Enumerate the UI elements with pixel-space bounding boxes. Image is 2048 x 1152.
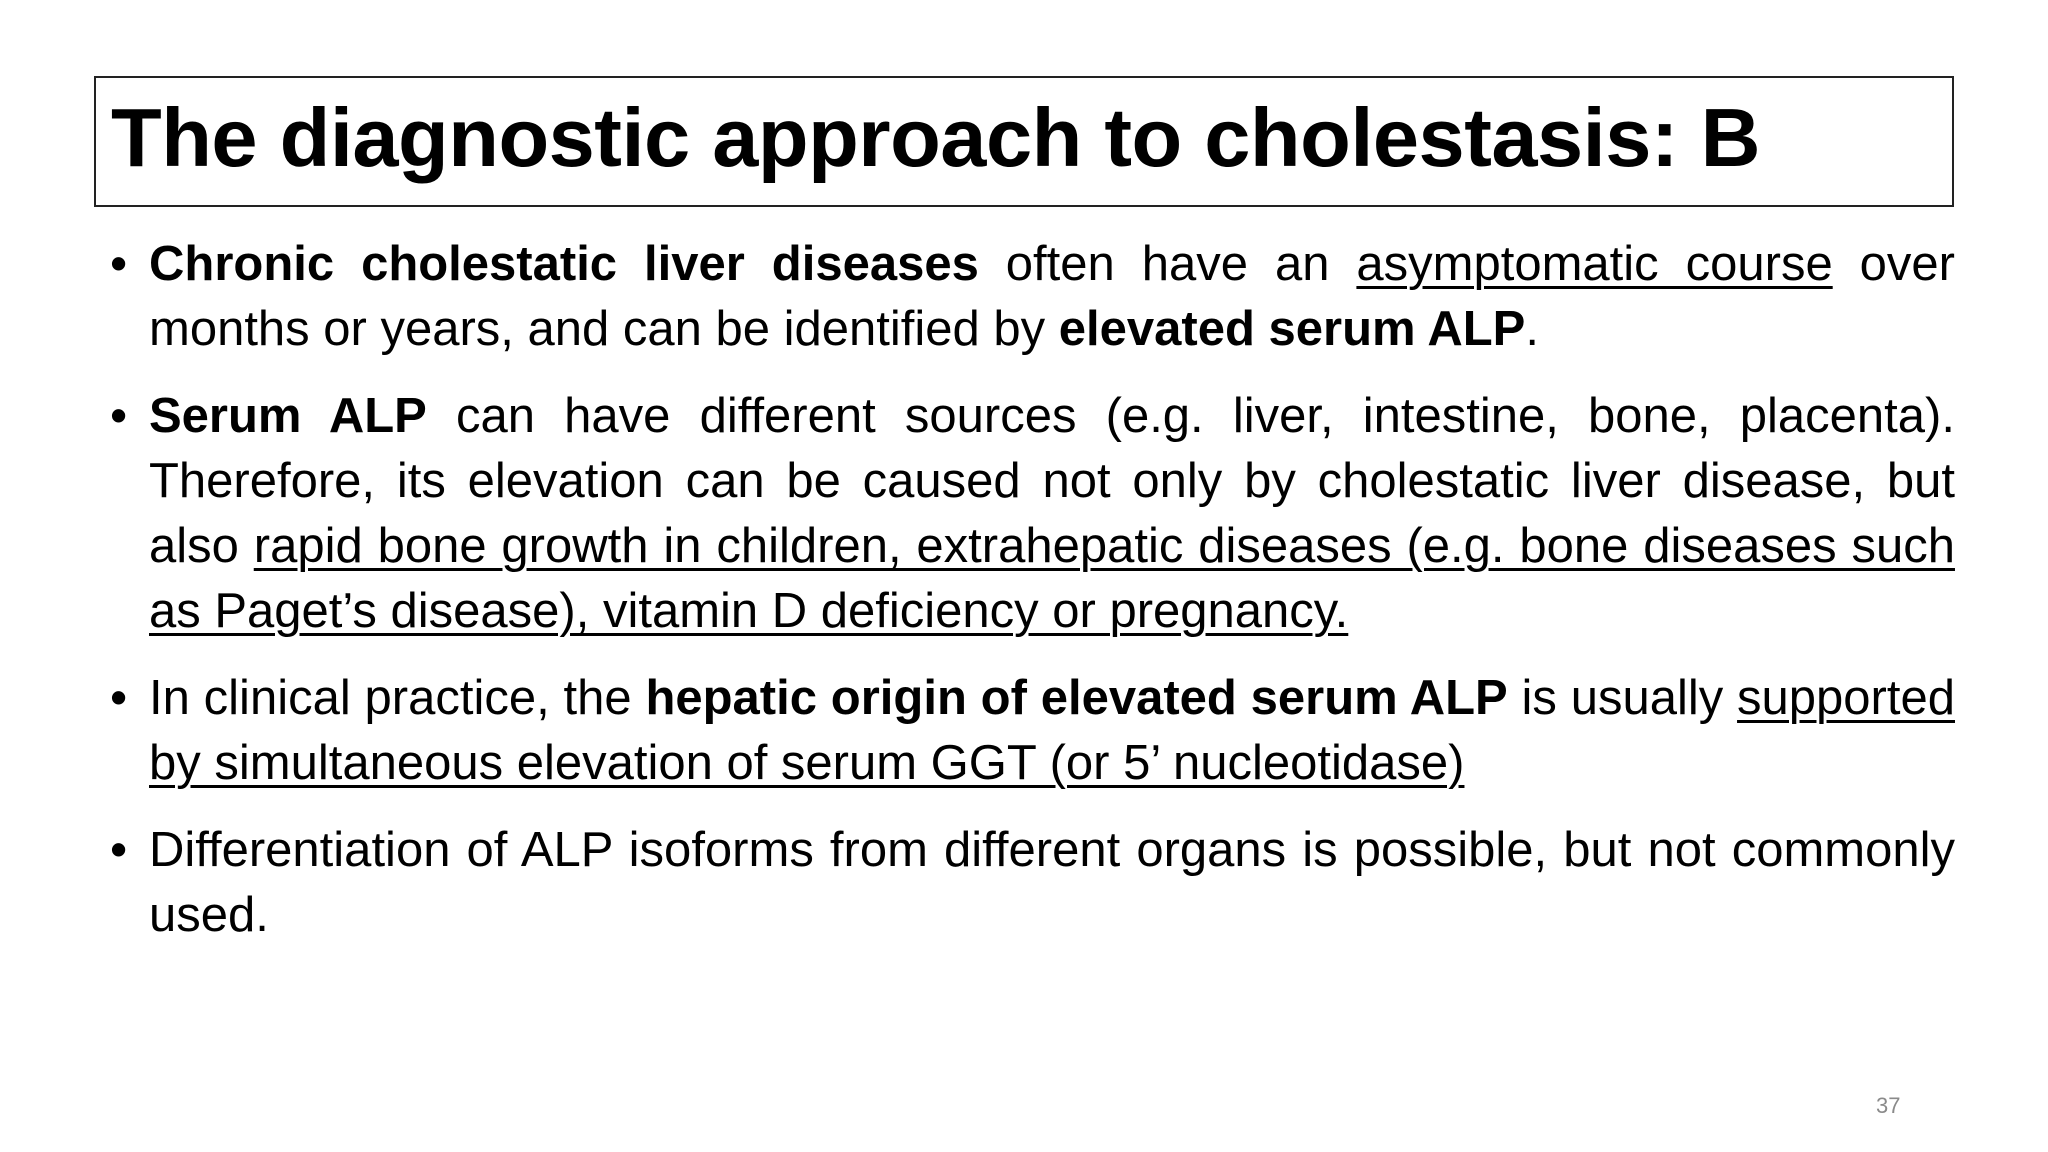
bullet-dot-icon: • xyxy=(110,823,128,877)
bullet-segment-bold: Chronic cholestatic liver diseases xyxy=(149,237,979,291)
bullet-item xyxy=(110,384,1955,644)
bullet-segment: can have different sources (e.g. liver, intestine, bone, placenta). Therefore, its elevation can be caused not only by cholestatic liver disease, but also xyxy=(149,389,1955,573)
bullet-segment: often have an xyxy=(978,237,1357,291)
slide-number: 37 xyxy=(1876,1093,1901,1118)
bullet-segment: . xyxy=(1525,302,1539,356)
bullet-segment-bold: Serum ALP xyxy=(149,389,427,443)
bullet-item xyxy=(110,232,1955,362)
bullet-segment-bold: elevated serum ALP xyxy=(1058,302,1526,356)
bullet-item xyxy=(110,818,1955,948)
title-box xyxy=(94,76,1954,207)
slide-title: The diagnostic approach to cholestasis: B xyxy=(111,91,1761,184)
bullet-dot-icon: • xyxy=(110,389,128,443)
bullet-dot-icon: • xyxy=(110,237,128,291)
bullet-segment-underlined: supported by simultaneous elevation of serum GGT (or 5’ nucleotidase) xyxy=(149,671,1955,790)
bullet-segment: is usually xyxy=(1507,671,1738,725)
bullet-dot-icon: • xyxy=(110,671,128,725)
bullet-segment: In clinical practice, the xyxy=(149,671,646,725)
bullet-list xyxy=(110,232,1955,970)
bullet-segment-underlined: rapid bone growth in children, extrahepatic diseases (e.g. bone diseases such as Paget’s disease), vitamin D deficiency or pregnancy. xyxy=(149,519,1955,638)
bullet-segment-underlined: asymptomatic course xyxy=(1356,237,1833,291)
bullet-segment: over months or years, and can be identified by xyxy=(149,237,1955,356)
bullet-item xyxy=(110,666,1955,796)
bullet-segment: Differentiation of ALP isoforms from different organs is possible, but not commonly used. xyxy=(149,823,1955,942)
bullet-segment-bold: hepatic origin of elevated serum ALP xyxy=(645,671,1508,725)
